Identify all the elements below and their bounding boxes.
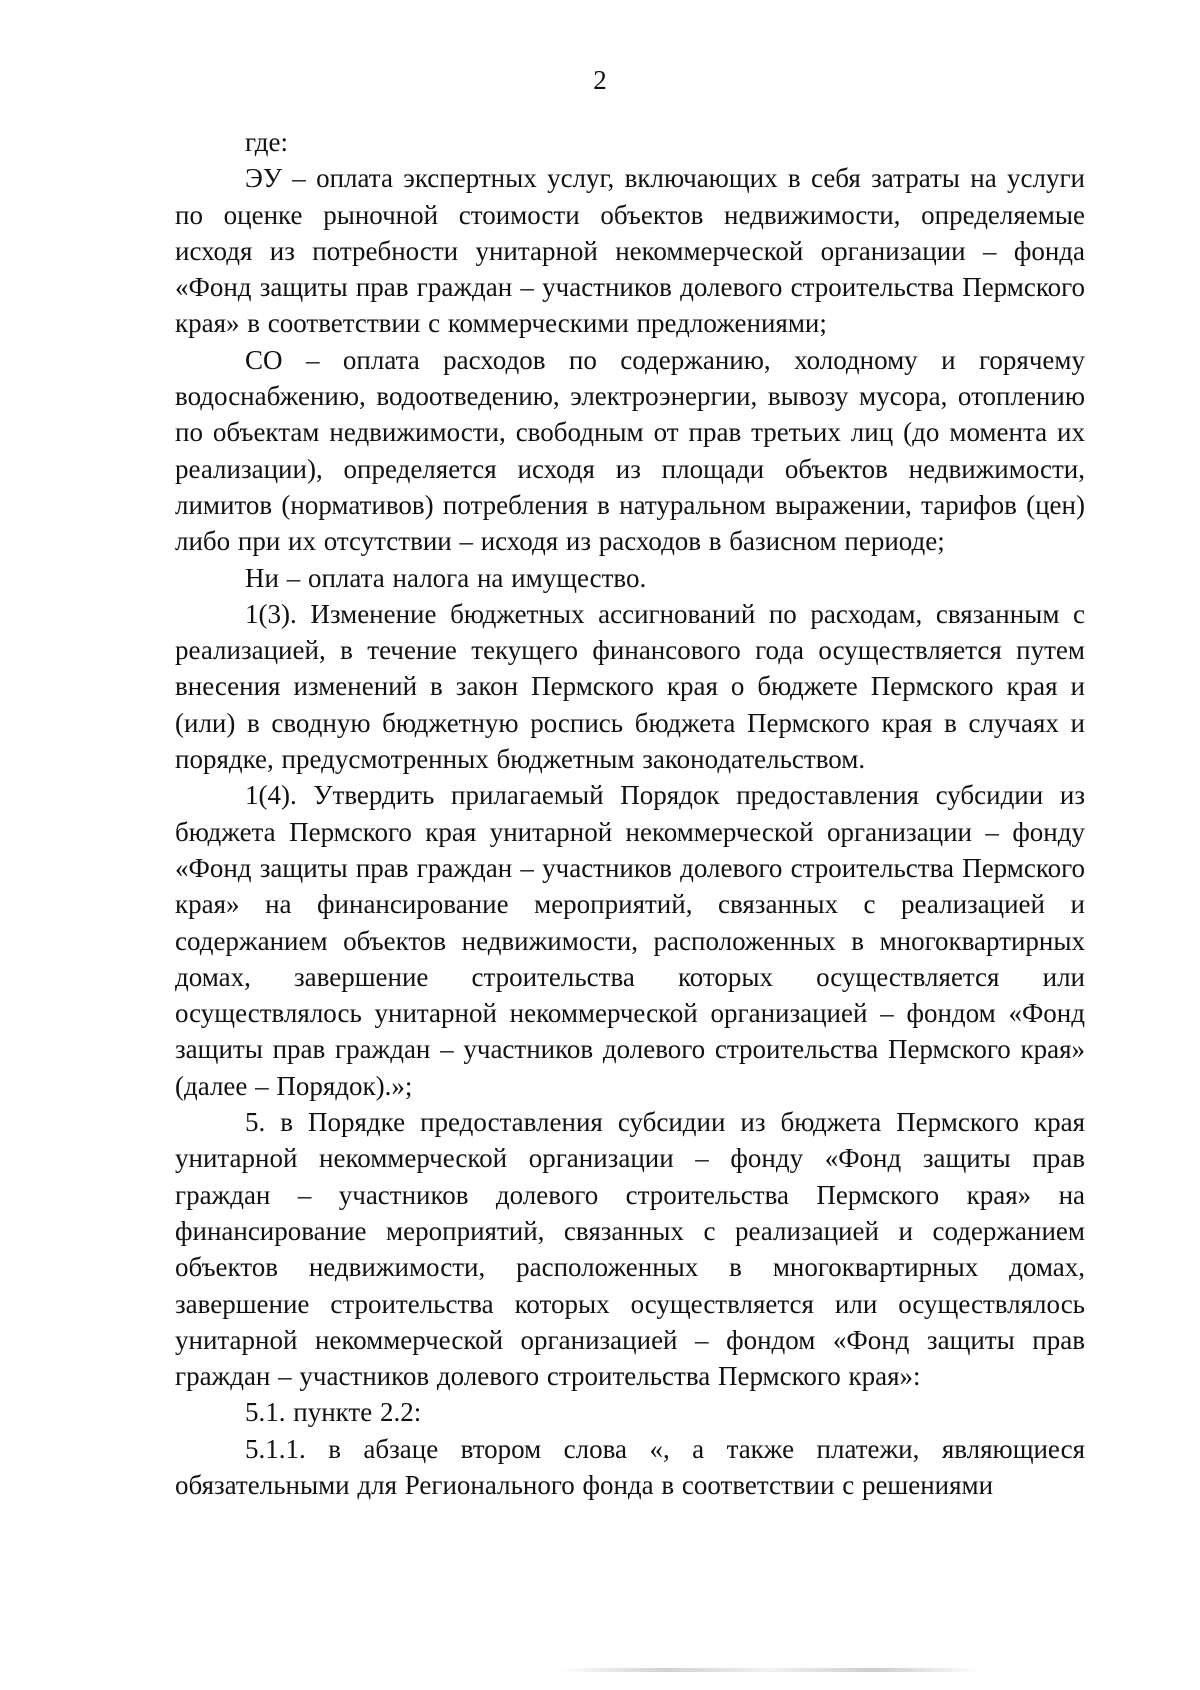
page-number: 2	[593, 65, 607, 95]
paragraph-eu-definition: ЭУ – оплата экспертных услуг, включающих в себя затраты на услуги по оценке рыночной стоимости объектов недвижимости, определяемые исходя из потребности унитарной некоммерческой организации – фонда «Фонд защиты прав граждан – участников долевого строительства Пермского края» в соответствии с коммерческими предложениями;	[175, 163, 1085, 339]
paragraph-5-1-1: 5.1.1. в абзаце втором слова «, а также платежи, являющиеся обязательными для Регионального фонда в соответствии с решениями	[175, 1433, 1085, 1500]
paragraph-so-definition: СО – оплата расходов по содержанию, холодному и горячему водоснабжению, водоотведению, электроэнергии, вывозу мусора, отоплению по объектам недвижимости, свободным от прав третьих лиц (до момента их реализации), определяется исходя из площади объектов недвижимости, лимитов (нормативов) потребления в натуральном выражении, тарифов (цен) либо при их отсутствии – исходя из расходов в базисном периоде;	[175, 344, 1085, 557]
paragraph-ni-definition: Ни – оплата налога на имущество.	[245, 562, 647, 593]
paragraph-1-3: 1(3). Изменение бюджетных ассигнований по расходам, связанным с реализацией, в течение текущего финансового года осуществляется путем внесения изменений в закон Пермского края о бюджете Пермского края и (или) в сводную бюджетную роспись бюджета Пермского края в случаях и порядке, предусмотренных бюджетным законодательством.	[175, 598, 1085, 775]
paragraph-5-1: 5.1. пункте 2.2:	[245, 1397, 422, 1428]
paragraph-1-4: 1(4). Утвердить прилагаемый Порядок предоставления субсидии из бюджета Пермского края унитарной некоммерческой организации – фонду «Фонд защиты прав граждан – участников долевого строительства Пермского края» на финансирование мероприятий, связанных с реализацией и содержанием объектов недвижимости, расположенных в многоквартирных домах, завершение строительства которых осуществляется или осуществлялось унитарной некоммерческой организацией – фондом «Фонд защиты прав граждан – участников долевого строительства Пермского края» (далее – Порядок).»;	[175, 780, 1085, 1101]
scan-artifact	[560, 1668, 980, 1672]
paragraph-5: 5. в Порядке предоставления субсидии из бюджета Пермского края унитарной некоммерческой организации – фонду «Фонд защиты прав граждан – участников долевого строительства Пермского края» на финансирование мероприятий, связанных с реализацией и содержанием объектов недвижимости, расположенных в многоквартирных домах, завершение строительства которых осуществляется или осуществлялось унитарной некоммерческой организацией – фондом «Фонд защиты прав граждан – участников долевого строительства Пермского края»:	[175, 1107, 1085, 1392]
paragraph-where: где:	[245, 127, 288, 157]
document-body	[175, 124, 1085, 1503]
